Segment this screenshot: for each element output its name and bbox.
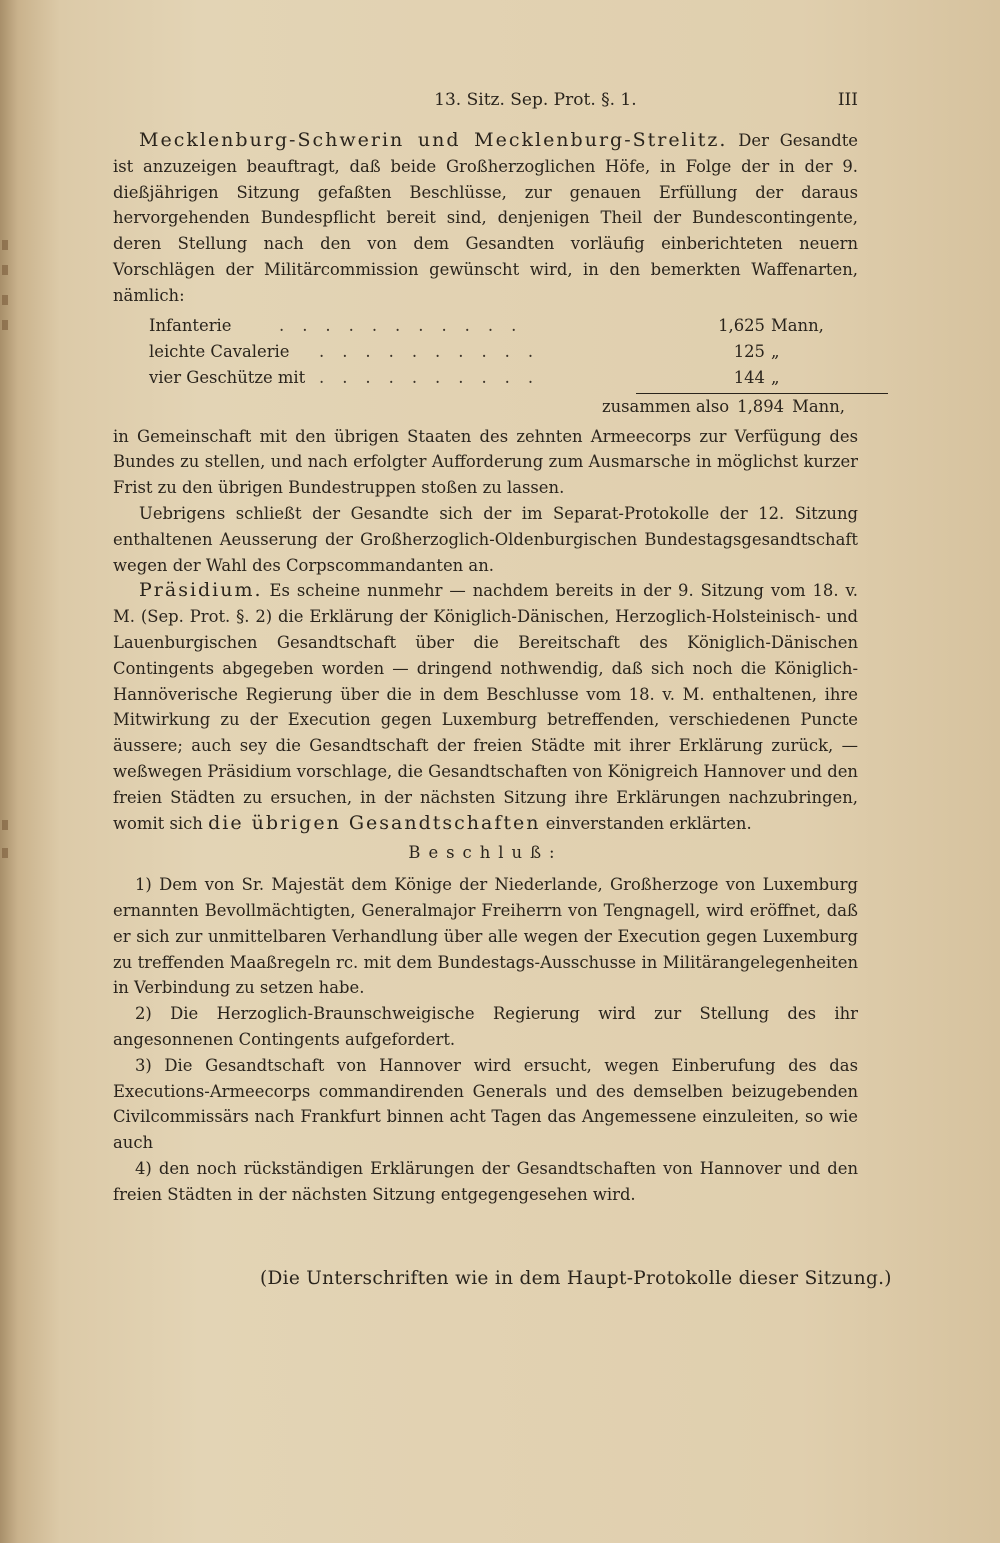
paragraph-text: Der Gesandte ist anzuzeigen beauftragt, daß beide Großherzoglichen Höfe, in Folge der in der 9. dießjährigen Sitzung gefaßten Beschlüsse, zur genauen Erfüllung der daraus hervorgehenden Bundespflicht bereit sind, denjenigen Theil der Bundescontingente, deren Stellung nach den von dem Gesandten vorläufig einberichteten neuern Vorschlägen der Militärcommission gewünscht wird, in den bemerkten Waffenarten, nämlich: (113, 131, 859, 305)
troop-unit: „ (771, 367, 780, 387)
troop-row (149, 339, 849, 365)
resolution-item: 4) den noch rückständigen Erklärungen der Gesandtschaften von Hannover und den freien Städten in der nächsten Sitzung entgegengesehen wird. (113, 1158, 858, 1204)
paragraph-praesidium (113, 578, 858, 836)
text-block (113, 88, 858, 1207)
paragraph-oldenburg: Uebrigens schließt der Gesandte sich der im Separat-Protokolle der 12. Sitzung enthaltenen Aeusserung der Großherzoglich-Oldenburgischen Bundestagsgesandtschaft wegen der Wahl des Corpscommandanten an. (113, 503, 858, 575)
resolution-heading: Beschluß: (408, 843, 563, 863)
leader-dots: ........... (279, 315, 535, 335)
running-head: 13. Sitz. Sep. Prot. §. 1. (434, 90, 637, 110)
paragraph-text: Es scheine nunmehr — nachdem bereits in der 9. Sitzung vom 18. v. M. (Sep. Prot. §. 2) die Erklärung der Königlich-Dänischen, Herzoglich-Holsteinisch- und Lauenburgischen Gesandtschaft über die Bereitschaft des Königlich-Dänischen Contingents abgegeben worden — dringend nothwendig, daß sich noch die Königlich-Hannöverische Regierung über die in dem Beschlusse vom 18. v. M. enthaltenen, ihre Mitwirkung zu der Execution gegen Luxemburg betreffenden, verschiedenen Puncte äussere; auch sey die Gesandtschaft der freien Städte mit ihrer Erklärung zurück, — weßwegen Präsidium vorschlage, die Gesandtschaften von Königreich Hannover und den freien Städten zu ersuchen, in der nächsten Sitzung ihre Erklärungen nachzubringen, womit sich (113, 581, 858, 833)
paragraph-continuation: in Gemeinschaft mit den übrigen Staaten des zehnten Armeecorps zur Verfügung des Bundes zu stellen, und nach erfolgter Aufforderung zum Ausmarsche in möglichst kurzer Frist zu den übrigen Bundestruppen stoßen zu lassen. (113, 426, 858, 498)
resolution-item: 1) Dem von Sr. Majestät dem Könige der Niederlande, Großherzoge von Luxemburg ernannten Bevollmächtigten, Generalmajor Freiherrn von Tengnagell, wird eröffnet, daß er sich zur unmittelbaren Verhandlung über alle wegen der Execution gegen Luxemburg zu treffenden Maaßregeln rc. mit dem Bundestags-Ausschusse in Militärangelegenheiten in Verbindung zu setzen habe. (113, 875, 858, 998)
troop-list (149, 313, 849, 420)
page-number: III (837, 90, 858, 110)
resolution-item: 3) Die Gesandtschaft von Hannover wird ersucht, wegen Einberufung des das Executions-Armeecorps commandirenden Generals und des demselben beizugebenden Civilcommissärs nach Frankfurt binnen acht Tagen das Angemessene einzuleiten, so wie auch (113, 1055, 858, 1153)
spaced-phrase: die übrigen Gesandtschaften (208, 811, 541, 834)
troop-value: 125 (733, 341, 765, 361)
paragraph-tail: einverstanden erklärten. (545, 813, 752, 833)
resolution-list (113, 872, 858, 1207)
resolution-item: 2) Die Herzoglich-Braunschweigische Regierung wird zur Stellung des ihr angesonnenen Contingents aufgefordert. (113, 1004, 858, 1049)
troop-label: vier Geschütze mit (149, 367, 306, 387)
troop-row (149, 313, 849, 339)
troop-label: Infanterie (149, 315, 232, 335)
paragraph-lead: Mecklenburg-Schwerin und Mecklenburg-Strelitz. (139, 129, 728, 151)
total-value: 1,894 (737, 396, 785, 416)
troop-unit: Mann, (771, 315, 824, 335)
troop-label: leichte Cavalerie (149, 341, 290, 361)
total-row (149, 394, 849, 420)
closing-note: (Die Unterschriften wie in dem Haupt-Protokolle dieser Sitzung.) (260, 1268, 892, 1289)
paragraph-mecklenburg (113, 128, 858, 309)
paragraph-lead: Präsidium. (139, 579, 263, 602)
troop-unit: „ (771, 341, 780, 361)
total-label: zusammen also (601, 396, 730, 416)
binding-edge (0, 0, 18, 1543)
leader-dots: .......... (319, 367, 552, 387)
troop-value: 144 (733, 367, 765, 387)
page-header (113, 88, 858, 128)
troop-row (149, 365, 849, 391)
troop-value: 1,625 (718, 315, 765, 335)
total-unit: Mann, (792, 396, 845, 416)
leader-dots: .......... (319, 341, 552, 361)
